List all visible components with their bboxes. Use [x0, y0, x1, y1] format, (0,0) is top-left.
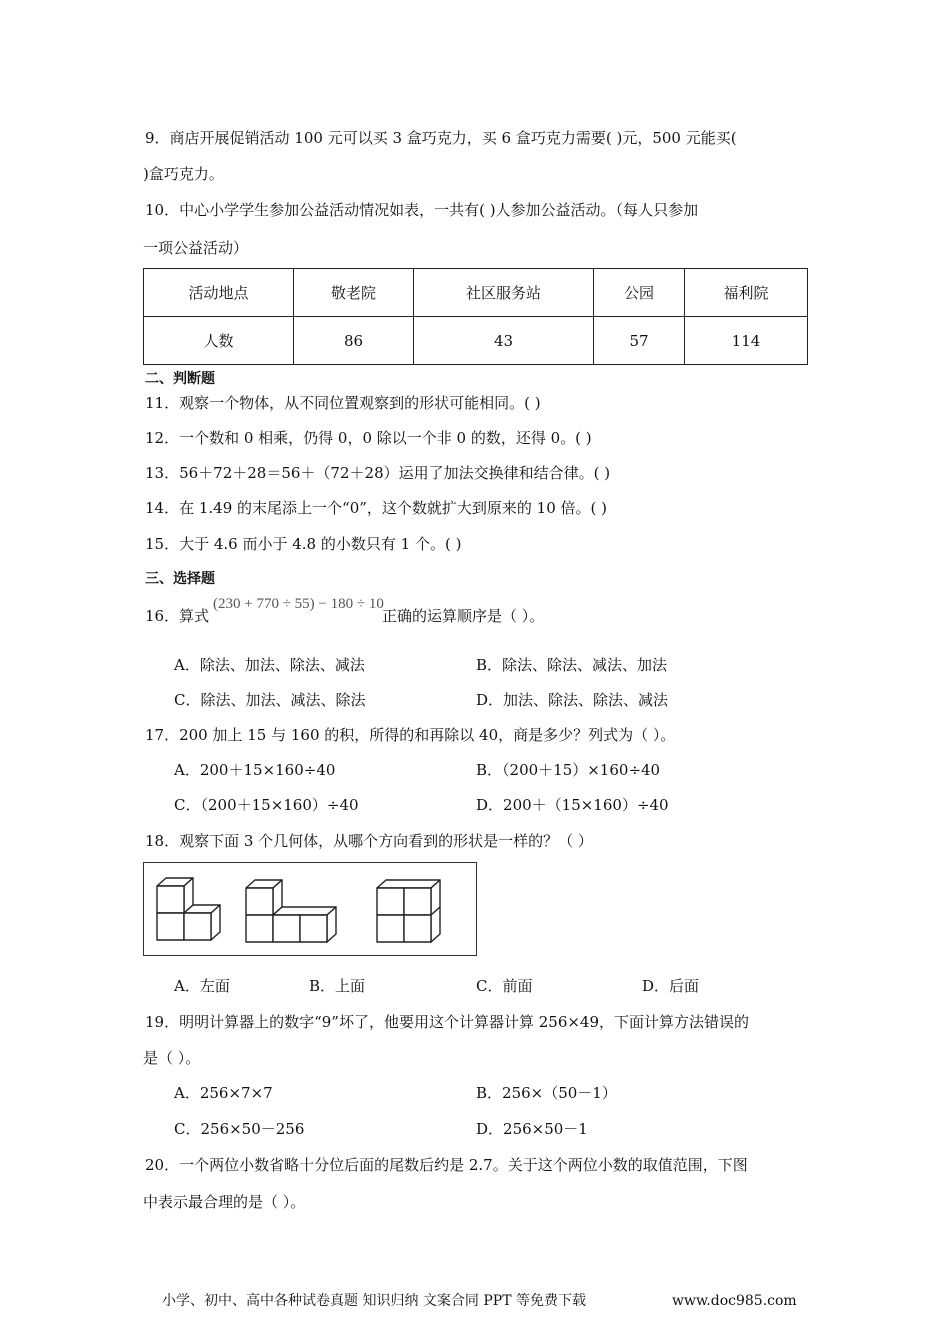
q17-option-c: C．（200＋15×160）÷40: [174, 796, 359, 814]
judge-item: 11．观察一个物体，从不同位置观察到的形状可能相同。( ): [145, 394, 541, 412]
q9-line1: 9．商店开展促销活动 100 元可以买 3 盒巧克力，买 6 盒巧克力需要( )元，500 元能买(: [145, 129, 737, 147]
q16-option-d: D．加法、除法、除法、减法: [476, 691, 669, 709]
q16-formula: (230 + 770 ÷ 55) − 180 ÷ 10: [213, 596, 384, 612]
q17-option-d: D．200＋（15×160）÷40: [476, 796, 669, 814]
q18-text: 18．观察下面 3 个几何体，从哪个方向看到的形状是一样的？（ ）: [145, 832, 593, 850]
table-cell: 社区服务站: [414, 269, 594, 317]
q18-option-c: C．前面: [476, 977, 533, 995]
table-cell: 86: [294, 317, 414, 365]
table-cell: 43: [414, 317, 594, 365]
cube-figure-1: [157, 878, 220, 940]
q18-option-d: D．后面: [642, 977, 700, 995]
activity-table: [143, 268, 808, 365]
q19-line1: 19．明明计算器上的数字“9”坏了，他要用这个计算器计算 256×49，下面计算方法错误的: [145, 1013, 750, 1031]
q20-line2: 中表示最合理的是（ ）。: [143, 1193, 306, 1211]
table-cell: 114: [685, 317, 808, 365]
cube-figures-frame: [143, 862, 477, 956]
q10-line1: 10．中心小学学生参加公益活动情况如表，一共有( )人参加公益活动。（每人只参加: [145, 201, 699, 219]
section-judge-heading: 二、判断题: [145, 371, 215, 387]
q9-line2: )盒巧克力。: [143, 165, 224, 183]
q17-option-b: B．（200＋15）×160÷40: [476, 761, 661, 779]
table-cell: 活动地点: [144, 269, 294, 317]
table-cell: 57: [594, 317, 685, 365]
q16-suffix: 正确的运算顺序是（ ）。: [382, 607, 545, 625]
q19-option-c: C．256×50－256: [174, 1120, 305, 1138]
q18-option-b: B．上面: [309, 977, 366, 995]
table-cell: 人数: [144, 317, 294, 365]
q19-option-d: D．256×50－1: [476, 1120, 588, 1138]
q19-option-a: A．256×7×7: [174, 1084, 273, 1102]
q16-prefix: 16．算式: [145, 607, 210, 625]
q19-line2: 是（ ）。: [143, 1049, 201, 1067]
section-choice-heading: 三、选择题: [145, 571, 215, 587]
q18-option-a: A．左面: [174, 977, 230, 995]
table-header-row: [144, 269, 808, 317]
table-cell: 敬老院: [294, 269, 414, 317]
q16-option-a: A．除法、加法、除法、减法: [174, 656, 365, 674]
q19-option-b: B．256×（50－1）: [476, 1084, 617, 1102]
judge-item: 13．56＋72＋28＝56＋（72＋28）运用了加法交换律和结合律。( ): [145, 464, 611, 482]
cube-figure-2: [246, 880, 336, 942]
table-cell: 公园: [594, 269, 685, 317]
q16-option-b: B．除法、除法、减法、加法: [476, 656, 668, 674]
judge-item: 14．在 1.49 的末尾添上一个“0”，这个数就扩大到原来的 10 倍。( ): [145, 499, 607, 517]
q17-text: 17．200 加上 15 与 160 的积，所得的和再除以 40，商是多少？列式为（ ）。: [145, 726, 676, 744]
q17-option-a: A．200＋15×160÷40: [174, 761, 336, 779]
table-row: [144, 317, 808, 365]
footer-ad-text: 小学、初中、高中各种试卷真题 知识归纳 文案合同 PPT 等免费下载: [162, 1293, 586, 1309]
footer-website-link[interactable]: www.doc985.com: [672, 1293, 797, 1309]
judge-item: 15．大于 4.6 而小于 4.8 的小数只有 1 个。( ): [145, 535, 462, 553]
table-cell: 福利院: [685, 269, 808, 317]
q20-line1: 20．一个两位小数省略十分位后面的尾数后约是 2.7。关于这个两位小数的取值范围，下图: [145, 1156, 748, 1174]
q16-option-c: C．除法、加法、减法、除法: [174, 691, 366, 709]
q10-line2: 一项公益活动）: [143, 239, 249, 257]
cube-figures-illustration: [144, 863, 475, 954]
judge-item: 12．一个数和 0 相乘，仍得 0，0 除以一个非 0 的数，还得 0。( ): [145, 429, 592, 447]
cube-figure-3: [377, 880, 440, 942]
